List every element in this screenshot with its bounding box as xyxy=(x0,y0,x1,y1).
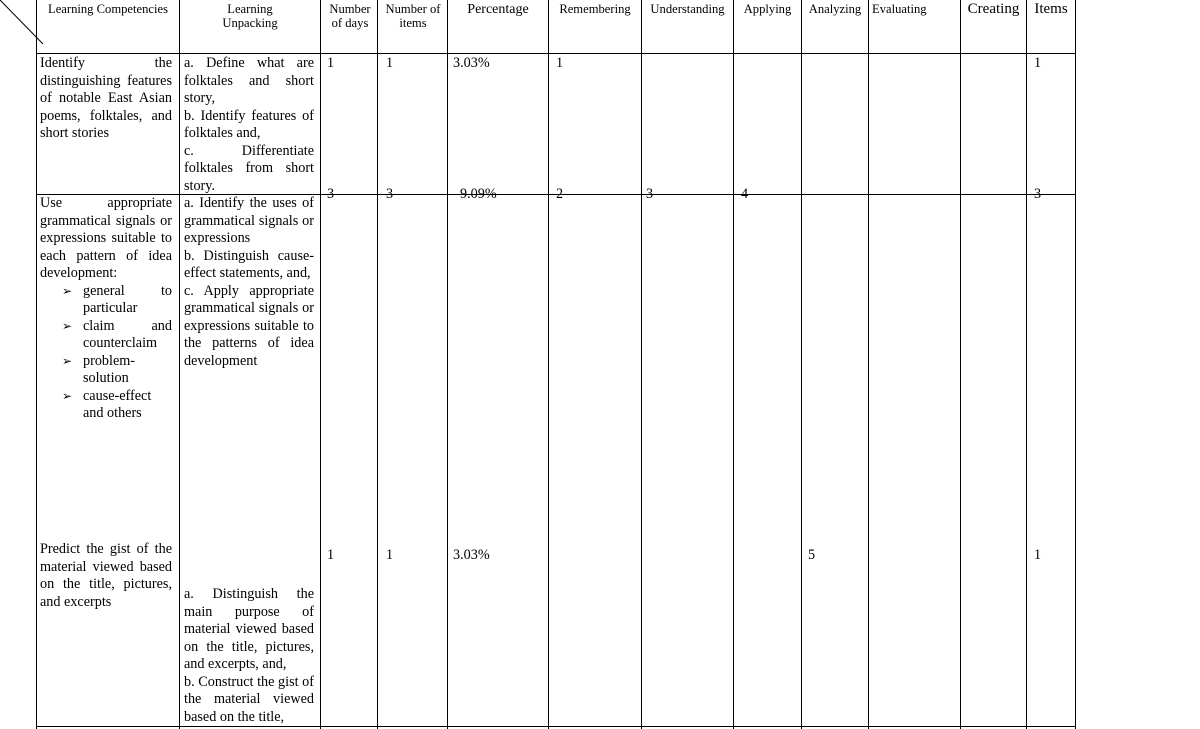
days-value: 1 xyxy=(327,547,335,563)
header-evaluating: Evaluating xyxy=(872,2,927,16)
unpacking-cell xyxy=(184,195,314,370)
remembering-value: 2 xyxy=(556,186,564,202)
unpacking-item: a. Define what are folktales and short story, xyxy=(184,55,314,106)
header-items: Number of items xyxy=(385,2,441,30)
pattern-list xyxy=(40,283,172,423)
unpacking-item: a. Identify the uses of grammatical signals or expressions xyxy=(184,195,314,246)
days-value: 1 xyxy=(327,55,335,71)
competency-cell xyxy=(40,195,172,423)
list-item: ➢ cause-effect and others xyxy=(40,388,172,423)
unpacking-cell xyxy=(184,55,314,195)
percentage-value: 9.09% xyxy=(460,186,497,202)
total-items-value: 3 xyxy=(1034,186,1042,202)
analyzing-value: 5 xyxy=(808,547,816,563)
items-value: 1 xyxy=(386,547,394,563)
applying-value: 4 xyxy=(741,186,749,202)
competency-cell: Identify the distinguishing features of notable East Asian poems, folktales, and short stories xyxy=(40,55,172,141)
competency-text: Use appropriate grammatical signals or expressions suitable to each pattern of idea development: xyxy=(40,195,172,281)
total-items-value: 1 xyxy=(1034,547,1042,563)
header-total-items: Items xyxy=(1034,1,1068,17)
unpacking-cell xyxy=(184,586,314,726)
unpacking-item: c. Differentiate folktales from short story. xyxy=(184,142,314,194)
items-value: 3 xyxy=(386,186,394,202)
unpacking-item: b. Construct the gist of the material viewed based on the title, xyxy=(184,673,314,725)
header-unpacking: Learning Unpacking xyxy=(222,2,278,30)
header-analyzing: Analyzing xyxy=(808,2,862,16)
items-value: 1 xyxy=(386,55,394,71)
header-understanding: Understanding xyxy=(650,2,725,16)
header-applying: Applying xyxy=(743,2,792,16)
list-item: ➢ claim and counterclaim xyxy=(40,318,172,353)
header-percentage: Percentage xyxy=(467,2,529,17)
unpacking-item: b. Identify features of folktales and, xyxy=(184,107,314,141)
unpacking-item: a. Distinguish the main purpose of material viewed based on the title, pictures, and excerpts, and, xyxy=(184,586,314,672)
percentage-value: 3.03% xyxy=(453,55,490,71)
header-competencies: Learning Competencies xyxy=(48,2,168,16)
unpacking-item: b. Distinguish cause-effect statements, and, xyxy=(184,247,314,281)
list-item: ➢ problem-solution xyxy=(40,353,172,388)
total-items-value: 1 xyxy=(1034,55,1042,71)
competency-cell: Predict the gist of the material viewed based on the title, pictures, and excerpts xyxy=(40,541,172,610)
percentage-value: 3.03% xyxy=(453,547,490,563)
unpacking-item: c. Apply appropriate grammatical signals or expressions suitable to the patterns of idea development xyxy=(184,282,314,369)
header-remembering: Remembering xyxy=(559,2,631,16)
header-creating: Creating xyxy=(967,1,1020,17)
remembering-value: 1 xyxy=(556,55,564,71)
header-days: Number of days xyxy=(329,2,371,30)
days-value: 3 xyxy=(327,186,335,202)
understanding-value: 3 xyxy=(646,186,654,202)
list-item: ➢ general to particular xyxy=(40,283,172,318)
